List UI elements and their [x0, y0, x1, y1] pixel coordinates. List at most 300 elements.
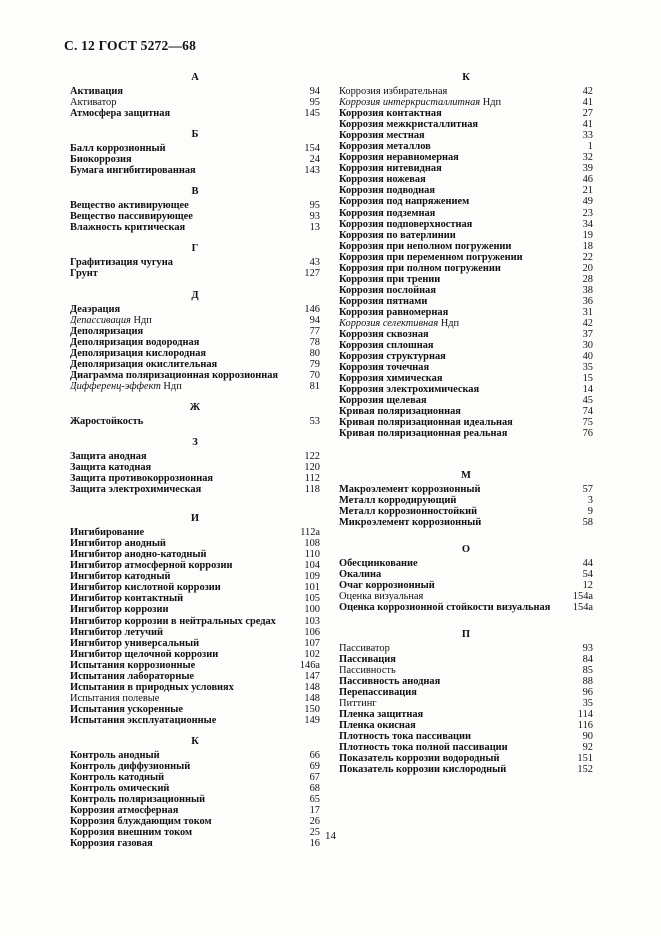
index-entry [339, 208, 593, 219]
term-number: 149 [304, 714, 320, 726]
index-term [70, 359, 217, 370]
index-entry [70, 549, 320, 560]
index-term [70, 211, 193, 222]
term-text: Пассивность анодная [339, 676, 441, 688]
term-text: Ингибитор универсальный [70, 637, 200, 649]
term-number: 42 [582, 86, 593, 97]
index-entry [70, 304, 320, 315]
term-text: Защита электрохимическая [70, 484, 202, 496]
term-number: 151 [577, 753, 593, 765]
index-entry [70, 560, 320, 571]
term-number: 21 [582, 185, 593, 197]
term-text: Балл коррозионный [70, 143, 166, 155]
index-entry [339, 742, 593, 753]
term-number: 81 [309, 380, 320, 392]
term-text: Деполяризация кислородная [70, 347, 207, 359]
term-text: Оценка визуальная [339, 590, 424, 602]
term-text: Показатель коррозии водородный [339, 753, 500, 765]
term-text: Коррозия подземная [339, 207, 436, 219]
index-term [70, 816, 212, 827]
term-number: 68 [309, 783, 320, 795]
index-term [70, 200, 189, 211]
index-entry [70, 348, 320, 359]
term-text: Коррозия интеркристаллитная [339, 97, 481, 109]
term-number: 53 [309, 415, 320, 427]
index-entry [339, 318, 593, 329]
term-number: 95 [309, 200, 320, 212]
term-text: Испытания коррозионные [70, 659, 196, 671]
term-number: 32 [582, 152, 593, 164]
index-term [339, 296, 427, 307]
term-number: 100 [304, 604, 320, 616]
term-text: Испытания лабораторные [70, 670, 195, 682]
index-term [339, 108, 442, 119]
index-entry [339, 417, 593, 428]
term-number: 43 [309, 257, 320, 269]
index-term [339, 351, 446, 362]
index-entry [339, 97, 593, 108]
index-entry [339, 219, 593, 230]
section-letter: З [192, 436, 198, 448]
index-entry [70, 604, 320, 615]
term-number: 57 [582, 483, 593, 495]
index-term [339, 362, 429, 373]
index-term [339, 97, 501, 108]
index-term [70, 370, 278, 381]
index-entry [70, 693, 320, 704]
term-number: 22 [582, 251, 593, 263]
page-header: С. 12 ГОСТ 5272—68 [64, 38, 197, 53]
index-entry [70, 97, 320, 108]
index-entry [339, 654, 593, 665]
term-text: Коррозия структурная [339, 351, 446, 363]
index-column-right [339, 70, 593, 783]
section-letter: К [462, 72, 470, 83]
index-term [339, 329, 429, 340]
term-text: Коррозия точечная [339, 362, 430, 374]
term-text: Ингибитор коррозии [70, 604, 169, 616]
term-text: Влажность критическая [70, 222, 186, 234]
index-section [70, 184, 320, 233]
term-number: 79 [309, 358, 320, 370]
index-term [339, 373, 442, 384]
index-term [70, 715, 216, 726]
term-text: Коррозия при неполном погружении [339, 240, 512, 252]
index-term [70, 783, 169, 794]
index-entry [70, 108, 320, 119]
term-number: 13 [309, 222, 320, 234]
term-number: 12 [582, 579, 593, 591]
term-text: Коррозия внешним током [70, 827, 193, 839]
index-term [70, 660, 195, 671]
term-text: Диаграмма поляризационная коррозионная [70, 369, 279, 381]
term-number: 30 [582, 340, 593, 352]
index-term [339, 130, 425, 141]
term-text: Деаэрация [70, 303, 121, 315]
index-section [70, 400, 320, 427]
section-letter: В [191, 186, 199, 198]
term-number: 41 [582, 97, 593, 109]
term-text: Обесцинкование [339, 557, 418, 569]
index-entry [339, 602, 593, 613]
index-term [339, 395, 427, 406]
index-term [70, 616, 276, 627]
index-entry [339, 130, 593, 141]
term-text: Микроэлемент коррозионный [339, 516, 482, 528]
term-number: 19 [582, 229, 593, 241]
index-term [70, 143, 166, 154]
term-text: Деполяризация [70, 325, 144, 337]
term-number: 80 [309, 347, 320, 359]
term-number: 154а [572, 590, 593, 602]
index-term [339, 141, 431, 152]
term-number: 66 [309, 749, 320, 761]
term-number: 23 [582, 207, 593, 219]
term-text: Коррозия пятнами [339, 295, 428, 307]
index-entry [70, 627, 320, 638]
term-text: Атмосфера защитная [70, 108, 171, 120]
index-entry [70, 671, 320, 682]
term-text: Депассивация [70, 314, 131, 326]
index-entry [339, 263, 593, 274]
term-text: Защита анодная [70, 450, 147, 462]
term-text: Коррозия газовая [70, 838, 153, 850]
term-text: Ингибитор щелочной коррозии [70, 648, 219, 660]
index-entry [339, 720, 593, 731]
term-number: 120 [304, 461, 320, 473]
term-text: Окалина [339, 568, 382, 580]
term-number: 58 [582, 516, 593, 528]
term-text: Пассиватор [339, 642, 390, 654]
term-number: 65 [309, 794, 320, 806]
index-entry [339, 141, 593, 152]
term-number: 154 [304, 143, 320, 155]
term-text: Вещество пассивирующее [70, 211, 193, 223]
index-entry [70, 527, 320, 538]
index-entry [339, 274, 593, 285]
term-number: 39 [582, 163, 593, 175]
term-text: Коррозия неравномерная [339, 152, 459, 164]
term-text: Коррозия селективная [339, 317, 439, 329]
term-text: Дифференц-эффект [70, 380, 161, 392]
term-text: Бумага ингибитированная [70, 165, 196, 177]
index-term [339, 720, 416, 731]
index-term [70, 222, 185, 233]
term-text: Контроль диффузионный [70, 761, 191, 773]
index-term [70, 704, 183, 715]
index-entry [70, 682, 320, 693]
index-entry [70, 381, 320, 392]
index-term [70, 761, 190, 772]
term-number: 9 [587, 505, 593, 517]
term-number: 94 [309, 86, 320, 97]
term-text: Деполяризация окислительная [70, 358, 218, 370]
index-term [339, 643, 390, 654]
index-term [339, 591, 423, 602]
term-text: Пленка окисная [339, 720, 416, 732]
index-entry [339, 517, 593, 528]
section-letter: Д [191, 289, 199, 301]
section-letter: А [191, 72, 199, 83]
index-term [70, 549, 206, 560]
term-number: 14 [582, 384, 593, 396]
index-section [70, 241, 320, 279]
term-number: 35 [582, 698, 593, 710]
index-term [339, 569, 381, 580]
term-text: Оценка коррозионной стойкости визуальная [339, 601, 551, 613]
index-entry [70, 211, 320, 222]
term-number: 146 [304, 303, 320, 315]
term-text: Пассивность [339, 665, 396, 677]
index-term [339, 495, 456, 506]
term-tag: Ндп [480, 97, 502, 109]
index-entry [339, 558, 593, 569]
term-text: Испытания полевые [70, 692, 160, 704]
index-term [70, 671, 194, 682]
index-term [339, 731, 471, 742]
term-number: 75 [582, 417, 593, 429]
index-entry [339, 362, 593, 373]
index-entry [339, 86, 593, 97]
term-number: 38 [582, 284, 593, 296]
page-number: 14 [325, 830, 336, 842]
index-term [339, 174, 426, 185]
index-entry [339, 495, 593, 506]
term-number: 35 [582, 362, 593, 374]
index-entry [70, 268, 320, 279]
index-entry [339, 252, 593, 263]
index-term [70, 593, 183, 604]
term-text: Коррозия равномерная [339, 306, 449, 318]
section-letter: П [461, 628, 471, 640]
term-text: Защита противокоррозионная [70, 473, 214, 485]
section-letter: Г [191, 243, 199, 255]
index-term [70, 315, 152, 326]
term-number: 69 [309, 761, 320, 773]
term-text: Пассивация [339, 653, 396, 665]
term-text: Коррозия химическая [339, 373, 443, 385]
index-entry [339, 569, 593, 580]
term-text: Коррозия сплошная [339, 340, 434, 352]
index-term [339, 285, 436, 296]
index-term [70, 772, 164, 783]
index-entry [70, 154, 320, 165]
index-entry [339, 108, 593, 119]
term-text: Коррозия избирательная [339, 86, 448, 97]
index-term [70, 337, 199, 348]
index-term [70, 794, 205, 805]
index-entry [70, 416, 320, 427]
term-text: Контроль анодный [70, 749, 160, 761]
term-number: 112 [304, 473, 320, 485]
term-number: 20 [582, 262, 593, 274]
term-number: 24 [309, 154, 320, 166]
term-number: 88 [582, 676, 593, 688]
term-number: 127 [304, 268, 320, 280]
index-term [339, 676, 440, 687]
section-letter: К [191, 735, 199, 747]
term-number: 1 [587, 141, 593, 153]
index-entry [70, 571, 320, 582]
index-entry [70, 538, 320, 549]
term-number: 102 [304, 648, 320, 660]
index-entry [339, 296, 593, 307]
term-number: 146а [299, 659, 320, 671]
index-entry [339, 119, 593, 130]
term-number: 28 [582, 273, 593, 285]
index-term [339, 665, 396, 676]
index-entry [339, 230, 593, 241]
index-entry [339, 384, 593, 395]
index-term [339, 417, 513, 428]
index-term [339, 219, 472, 230]
index-term [339, 196, 469, 207]
term-text: Показатель коррозии кислородный [339, 764, 507, 776]
term-text: Металл корродирующий [339, 494, 457, 506]
term-text: Питтинг [339, 698, 377, 710]
section-letter: М [461, 469, 471, 481]
index-entry [339, 753, 593, 764]
term-number: 116 [577, 720, 593, 732]
index-column-left [70, 70, 320, 857]
term-number: 107 [304, 637, 320, 649]
index-term [70, 451, 147, 462]
term-number: 110 [304, 549, 320, 561]
index-entry [70, 660, 320, 671]
index-term [339, 263, 501, 274]
index-term [339, 742, 508, 753]
term-text: Коррозия сквозная [339, 329, 429, 341]
index-term [339, 506, 477, 517]
term-text: Контроль поляризационный [70, 794, 206, 806]
term-number: 92 [582, 742, 593, 754]
term-number: 90 [582, 731, 593, 743]
index-entry [70, 761, 320, 772]
index-term [70, 484, 201, 495]
index-entry [339, 174, 593, 185]
index-term [339, 252, 523, 263]
index-term [339, 241, 511, 252]
term-number: 104 [304, 560, 320, 572]
term-number: 45 [582, 395, 593, 407]
term-text: Ингибитор анодный [70, 538, 166, 550]
index-term [70, 538, 166, 549]
term-number: 34 [582, 218, 593, 230]
term-text: Жаростойкость [70, 415, 144, 427]
term-number: 15 [582, 373, 593, 385]
term-text: Кривая поляризационная идеальная [339, 417, 513, 429]
index-entry [339, 196, 593, 207]
index-term [70, 86, 123, 97]
term-text: Ингибитор коррозии в нейтральных средах [70, 615, 276, 627]
term-number: 101 [304, 582, 320, 594]
term-text: Деполяризация водородная [70, 336, 200, 348]
index-section [70, 70, 320, 119]
term-number: 84 [582, 653, 593, 665]
term-number: 16 [309, 838, 320, 850]
index-entry [339, 687, 593, 698]
index-entry [70, 484, 320, 495]
term-text: Пленка защитная [339, 709, 424, 721]
index-term [339, 318, 459, 329]
term-text: Ингибитор анодно-катодный [70, 549, 207, 561]
index-term [70, 473, 213, 484]
term-number: 147 [304, 670, 320, 682]
index-term [70, 108, 170, 119]
term-number: 67 [309, 772, 320, 784]
term-number: 106 [304, 626, 320, 638]
index-term [339, 764, 506, 775]
term-text: Графитизация чугуна [70, 257, 173, 269]
index-term [339, 698, 377, 709]
index-term [339, 406, 461, 417]
index-term [70, 560, 232, 571]
term-number: 46 [582, 174, 593, 186]
index-term [339, 602, 550, 613]
term-text: Биокоррозия [70, 154, 132, 166]
index-entry [339, 406, 593, 417]
index-entry [339, 152, 593, 163]
term-number: 103 [304, 615, 320, 627]
term-text: Активация [70, 86, 123, 97]
index-term [339, 208, 435, 219]
index-term [339, 428, 507, 439]
term-text: Коррозия ножевая [339, 174, 426, 186]
index-term [70, 750, 160, 761]
index-section [339, 70, 593, 440]
index-entry [70, 370, 320, 381]
index-entry [339, 506, 593, 517]
index-entry [70, 750, 320, 761]
term-text: Коррозия по ватерлинии [339, 229, 456, 241]
term-text: Плотность тока полной пассивации [339, 742, 508, 754]
term-number: 143 [304, 165, 320, 177]
term-number: 42 [582, 317, 593, 329]
term-tag: Ндп [160, 380, 182, 392]
index-entry [70, 200, 320, 211]
index-term [339, 307, 448, 318]
term-text: Кривая поляризационная реальная [339, 428, 508, 440]
index-entry [339, 351, 593, 362]
term-text: Коррозия при трении [339, 273, 441, 285]
index-entry [70, 451, 320, 462]
index-term [70, 627, 163, 638]
term-number: 109 [304, 571, 320, 583]
index-entry [70, 649, 320, 660]
index-term [339, 119, 478, 130]
term-text: Испытания эксплуатационные [70, 714, 217, 726]
term-number: 148 [304, 692, 320, 704]
index-term [70, 304, 120, 315]
term-text: Коррозия при переменном погружении [339, 251, 523, 263]
index-term [70, 604, 168, 615]
index-entry [339, 731, 593, 742]
term-text: Вещество активирующее [70, 200, 189, 212]
index-entry [70, 638, 320, 649]
term-number: 152 [577, 764, 593, 776]
term-number: 44 [582, 557, 593, 569]
term-number: 37 [582, 329, 593, 341]
term-number: 112а [300, 527, 320, 539]
term-number: 93 [309, 211, 320, 223]
index-entry [70, 359, 320, 370]
section-letter: Б [191, 129, 199, 141]
term-number: 33 [582, 130, 593, 142]
index-term [339, 484, 480, 495]
term-number: 27 [582, 108, 593, 120]
term-text: Ингибитор летучий [70, 626, 163, 638]
index-term [70, 326, 143, 337]
